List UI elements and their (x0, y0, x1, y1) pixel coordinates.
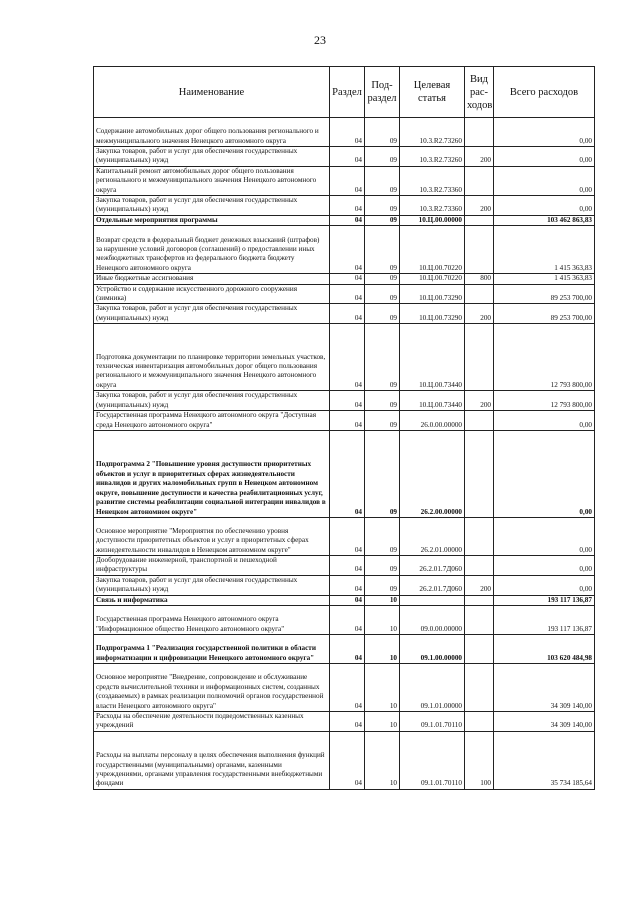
row-expense-type (465, 595, 494, 605)
row-expense-type (465, 118, 494, 147)
row-section: 04 (330, 147, 365, 167)
table-row (94, 663, 595, 711)
table-row (94, 411, 595, 431)
row-name: Закупка товаров, работ и услуг для обеспечения государственных (муниципальных) нужд (94, 391, 330, 411)
row-total: 0,00 (494, 118, 595, 147)
row-subsection: 09 (365, 196, 400, 216)
table-row (94, 575, 595, 595)
row-expense-type (465, 663, 494, 711)
row-expense-type (465, 517, 494, 555)
row-total: 0,00 (494, 430, 595, 517)
table-row (94, 555, 595, 575)
row-name: Закупка товаров, работ и услуг для обеспечения государственных (муниципальных) нужд (94, 196, 330, 216)
row-section: 04 (330, 166, 365, 195)
row-subsection: 09 (365, 517, 400, 555)
table-header-row (94, 67, 595, 118)
row-expense-type (465, 215, 494, 225)
row-subsection: 09 (365, 147, 400, 167)
row-expense-type: 100 (465, 731, 494, 789)
row-target: 10.3.R2.73260 (400, 147, 465, 167)
row-subsection: 09 (365, 118, 400, 147)
row-expense-type: 800 (465, 274, 494, 284)
row-expense-type (465, 555, 494, 575)
row-name: Капитальный ремонт автомобильных дорог общего пользования регионального и межмуниципального значения Ненецкого автономного округа (94, 166, 330, 195)
table-row (94, 391, 595, 411)
row-subsection: 09 (365, 430, 400, 517)
row-expense-type: 200 (465, 391, 494, 411)
row-target: 10.Ц.00.73290 (400, 304, 465, 324)
row-name: Содержание автомобильных дорог общего пользования регионального и межмуниципального значения Ненецкого автономного округа (94, 118, 330, 147)
row-expense-type: 200 (465, 304, 494, 324)
row-subsection: 10 (365, 731, 400, 789)
row-name: Основное мероприятие "Мероприятия по обеспечению уровня доступности приоритетных объектов и услуг в приоритетных сферах жизнедеятельности инвалидов в Ненецком автономном округе" (94, 517, 330, 555)
row-subsection: 09 (365, 555, 400, 575)
table-row (94, 196, 595, 216)
row-name: Устройство и содержание искусственного дорожного сооружения (зимника) (94, 284, 330, 304)
row-target: 09.1.01.00000 (400, 663, 465, 711)
row-expense-type (465, 430, 494, 517)
row-expense-type: 200 (465, 196, 494, 216)
row-target (400, 595, 465, 605)
row-section: 04 (330, 575, 365, 595)
row-total: 12 793 800,00 (494, 324, 595, 391)
row-total: 1 415 363,83 (494, 274, 595, 284)
header-section: Раздел (330, 67, 365, 118)
row-name: Закупка товаров, работ и услуг для обеспечения государственных (муниципальных) нужд (94, 575, 330, 595)
header-target: Целевая статья (400, 67, 465, 118)
row-name: Основное мероприятие "Внедрение, сопровождение и обслуживание средств вычислительной техники и информационных систем, созданных (создаваемых) в рамках реализации полномочий органов государственной власти Ненецкого автономного округа" (94, 663, 330, 711)
row-target: 10.Ц.00.73290 (400, 284, 465, 304)
row-section: 04 (330, 118, 365, 147)
header-name: Наименование (94, 67, 330, 118)
table-row (94, 118, 595, 147)
row-section: 04 (330, 274, 365, 284)
table-row (94, 595, 595, 605)
row-section: 04 (330, 324, 365, 391)
row-target: 26.0.00.00000 (400, 411, 465, 431)
row-name: Дооборудование инженерной, транспортной и пешеходной инфраструктуры (94, 555, 330, 575)
row-target: 10.Ц.00.73440 (400, 391, 465, 411)
row-total: 0,00 (494, 147, 595, 167)
row-target: 10.Ц.00.70220 (400, 226, 465, 274)
row-target: 26.2.01.00000 (400, 517, 465, 555)
page-number: 23 (314, 33, 326, 47)
row-subsection: 10 (365, 711, 400, 731)
row-target: 09.1.01.70110 (400, 731, 465, 789)
row-target: 26.2.01.7Д060 (400, 555, 465, 575)
table-row (94, 304, 595, 324)
table-row (94, 147, 595, 167)
row-section: 04 (330, 663, 365, 711)
row-total: 0,00 (494, 517, 595, 555)
row-name: Закупка товаров, работ и услуг для обеспечения государственных (муниципальных) нужд (94, 304, 330, 324)
header-subsection: Под-раздел (365, 67, 400, 118)
row-total: 34 309 140,00 (494, 711, 595, 731)
table-row (94, 215, 595, 225)
row-name: Государственная программа Ненецкого автономного округа "Доступная среда Ненецкого автономного округа" (94, 411, 330, 431)
row-expense-type (465, 284, 494, 304)
row-subsection: 09 (365, 411, 400, 431)
row-expense-type (465, 226, 494, 274)
row-target: 10.3.R2.73360 (400, 166, 465, 195)
table-row (94, 324, 595, 391)
row-name: Иные бюджетные ассигнования (94, 274, 330, 284)
row-subsection: 09 (365, 304, 400, 324)
row-total: 0,00 (494, 555, 595, 575)
row-name: Расходы на обеспечение деятельности подведомственных казенных учреждений (94, 711, 330, 731)
row-name: Подпрограмма 1 "Реализация государственной политики в области информатизации и цифровизации Ненецкого автономного округа" (94, 634, 330, 663)
table-row (94, 226, 595, 274)
row-expense-type (465, 634, 494, 663)
row-subsection: 09 (365, 274, 400, 284)
row-target: 10.Ц.00.73440 (400, 324, 465, 391)
row-total: 12 793 800,00 (494, 391, 595, 411)
row-expense-type (465, 166, 494, 195)
row-subsection: 09 (365, 324, 400, 391)
row-total: 103 620 484,98 (494, 634, 595, 663)
row-name: Закупка товаров, работ и услуг для обеспечения государственных (муниципальных) нужд (94, 147, 330, 167)
table-row (94, 430, 595, 517)
row-total: 193 117 136,87 (494, 595, 595, 605)
row-total: 34 309 140,00 (494, 663, 595, 711)
row-expense-type (465, 605, 494, 634)
row-target: 09.1.01.70110 (400, 711, 465, 731)
row-subsection: 09 (365, 575, 400, 595)
row-section: 04 (330, 196, 365, 216)
table-row (94, 166, 595, 195)
row-target: 09.0.00.00000 (400, 605, 465, 634)
row-total: 89 253 700,00 (494, 284, 595, 304)
row-total: 89 253 700,00 (494, 304, 595, 324)
row-total: 0,00 (494, 411, 595, 431)
row-subsection: 09 (365, 215, 400, 225)
row-section: 04 (330, 430, 365, 517)
row-section: 04 (330, 284, 365, 304)
row-subsection: 10 (365, 663, 400, 711)
row-target: 10.3.R2.73360 (400, 196, 465, 216)
expense-table (93, 66, 595, 790)
row-section: 04 (330, 391, 365, 411)
row-name: Возврат средств в федеральный бюджет денежных взысканий (штрафов) за нарушение условий договоров (соглашений) о предоставлении иных межбюджетных трансфертов из федерального бюджета бюджету Ненецкого автономного округа (94, 226, 330, 274)
table-row (94, 517, 595, 555)
row-subsection: 09 (365, 391, 400, 411)
table-row (94, 634, 595, 663)
row-target: 10.3.R2.73260 (400, 118, 465, 147)
row-section: 04 (330, 595, 365, 605)
row-section: 04 (330, 555, 365, 575)
row-name: Подготовка документации по планировке территории земельных участков, техническая инвентаризация автомобильных дорог общего пользования регионального и межмуниципального значения Ненецкого автономного округа (94, 324, 330, 391)
row-section: 04 (330, 634, 365, 663)
row-section: 04 (330, 411, 365, 431)
table-row (94, 711, 595, 731)
table-row (94, 731, 595, 789)
row-target: 26.2.00.00000 (400, 430, 465, 517)
table-row (94, 284, 595, 304)
header-total: Всего расходов (494, 67, 595, 118)
row-section: 04 (330, 605, 365, 634)
row-section: 04 (330, 731, 365, 789)
row-target: 10.Ц.00.00000 (400, 215, 465, 225)
row-expense-type: 200 (465, 575, 494, 595)
row-total: 0,00 (494, 575, 595, 595)
row-name: Отдельные мероприятия программы (94, 215, 330, 225)
row-subsection: 09 (365, 166, 400, 195)
row-section: 04 (330, 304, 365, 324)
row-expense-type (465, 711, 494, 731)
row-expense-type (465, 324, 494, 391)
row-expense-type: 200 (465, 147, 494, 167)
row-name: Расходы на выплаты персоналу в целях обеспечения выполнения функций государственными (муниципальными) органами, казенными учреждениями, органами управления государственными внебюджетными фондами (94, 731, 330, 789)
row-target: 09.1.00.00000 (400, 634, 465, 663)
row-target: 10.Ц.00.70220 (400, 274, 465, 284)
row-subsection: 10 (365, 605, 400, 634)
row-section: 04 (330, 226, 365, 274)
row-total: 1 415 363,83 (494, 226, 595, 274)
row-subsection: 09 (365, 226, 400, 274)
row-section: 04 (330, 711, 365, 731)
row-total: 35 734 185,64 (494, 731, 595, 789)
row-name: Связь и информатика (94, 595, 330, 605)
row-total: 0,00 (494, 166, 595, 195)
row-expense-type (465, 411, 494, 431)
row-section: 04 (330, 517, 365, 555)
row-name: Подпрограмма 2 "Повышение уровня доступности приоритетных объектов и услуг в приоритетных сферах жизнедеятельности инвалидов и других маломобильных групп в Ненецком автономном округе, повышение доступности и качества реабилитационных услуг, развитие системы реабилитации социальной интеграции инвалидов в Ненецком автономном округе" (94, 430, 330, 517)
row-section: 04 (330, 215, 365, 225)
row-subsection: 10 (365, 634, 400, 663)
table-row (94, 605, 595, 634)
header-expense-type: Вид рас-ходов (465, 67, 494, 118)
row-subsection: 09 (365, 284, 400, 304)
row-target: 26.2.01.7Д060 (400, 575, 465, 595)
row-name: Государственная программа Ненецкого автономного округа "Информационное общество Ненецкого автономного округа" (94, 605, 330, 634)
row-total: 103 462 863,83 (494, 215, 595, 225)
row-subsection: 10 (365, 595, 400, 605)
table-row (94, 274, 595, 284)
row-total: 0,00 (494, 196, 595, 216)
row-total: 193 117 136,87 (494, 605, 595, 634)
